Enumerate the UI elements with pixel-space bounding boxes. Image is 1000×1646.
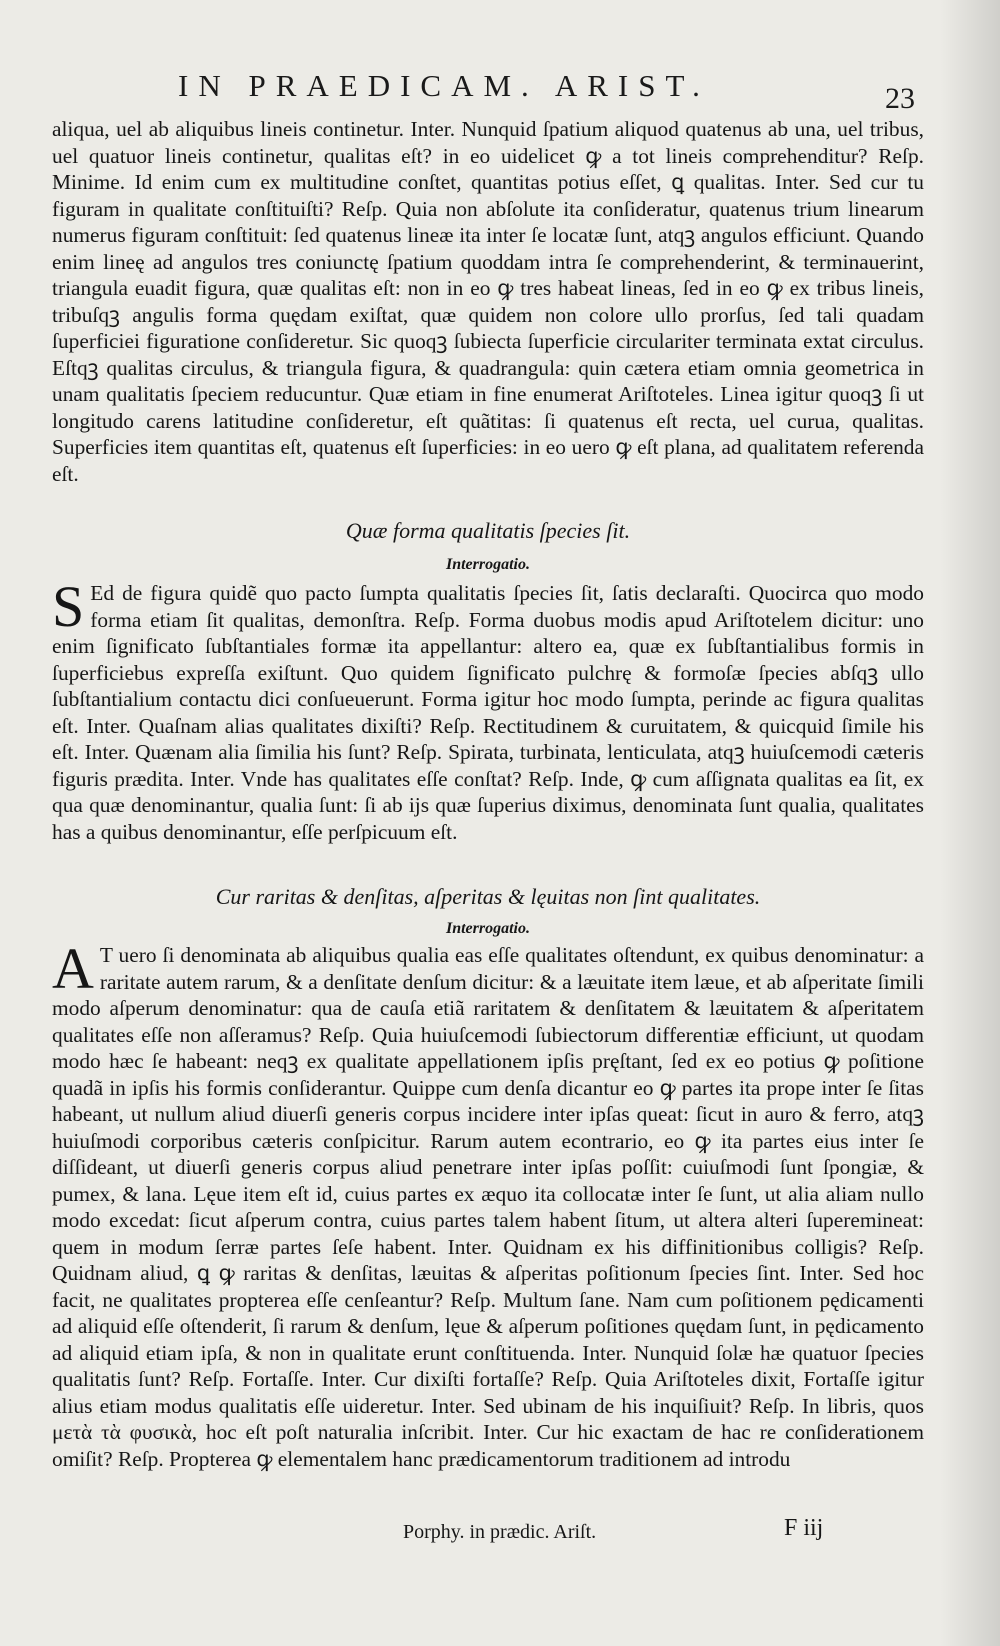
paragraph-text: T uero ſi denominata ab aliquibus qualia eas eſſe qualitates oſtendunt, ex quibus denominatur: a raritate autem rarum, & a denſitate denſum dicitur: & a læuitate item læue, et ab aſperitate ſimili modo aſperum denominatur: qua de cauſa etiã raritatem & denſitatem & læuitatem & aſperitatem qualitates eſſe non aſſeramus? Reſp. Quia huiuſcemodi ſubiectorum differentiæ efficiunt, ut quodam modo hæc ſe habeant: neqꝫ ex qualitate appellationem ipſis pręſtant, ſed ex eo potius ꝙ poſitione quadã in ipſis his formis conſiderantur. Quippe cum denſa dicantur eo ꝙ partes ita prope inter ſe ſitas habeant, ut nullum aliud diuerſi generis corpus incidere inter ipſas queat: ſicut in auro & ferro, atqꝫ huiuſmodi corporibus cæteris conſpicitur. Rarum autem econtrario, eo ꝙ ita partes eius inter ſe diſſideant, ut diuerſi generis corpus aliud penetrare inter ipſas poſſit: cuiuſmodi ſunt ſpongiæ, & pumex, & lana. Lęue item eſt id, cuius partes ex æquo ita collocatæ inter ſe ſunt, ut alia aliam nullo modo excedat: ſicut aſperum contra, cuius partes talem habent ſitum, ut altera alteri ſuperemineat: quem in modum ſerræ partes ſeſe habent. Inter. Quidnam ex his diffinitionibus colligis? Reſp. Quidnam aliud, ꝗ ꝙ raritas & denſitas, læuitas & aſperitas poſitionum ſpecies ſint. Inter. Sed hoc facit, ne qualitates propterea eſſe cenſeantur? Reſp. Multum ſane. Nam cum poſitionem pędicamenti ad aliquid eſſe oſtenderit, ſi rarum & denſum, lęue & aſperum poſitiones quędam ſunt, in pędicamento ad aliquid etiam ipſa, & non in qualitate erunt conſtituenda. Inter. Nunquid ſolæ hæ quatuor ſpecies qualitatis ſunt? Reſp. Fortaſſe. Inter. Cur dixiſti fortaſſe? Reſp. Quia Ariſtoteles dixit, Fortaſſe igitur alius etiam modus qualitatis eſſe uideretur. Inter. Sed ubinam de his inquiſiuit? Reſp. In libris, quos μετὰ τὰ φυσικὰ, hoc eſt poſt naturalia inſcribit. Inter. Cur hic exactam de hac re conſiderationem omiſit? Reſp. Propterea ꝙ elementalem hanc prædicamentorum traditionem ad introdu — [52, 943, 924, 1471]
text-block-forma — [52, 574, 924, 874]
paragraph — [52, 574, 924, 845]
section-heading-raritas: Cur raritas & denſitas, aſperitas & lęuitas non ſint qualitates. — [215, 884, 761, 909]
paragraph — [52, 936, 924, 1472]
section-heading-forma: Quæ forma qualitatis ſpecies ſit. — [345, 518, 631, 543]
text-block-raritas — [52, 936, 924, 1517]
section-subheading-raritas: Interrogatio. — [445, 920, 530, 937]
running-title: IN PRAEDICAM. ARIST. — [178, 68, 710, 103]
catchline: Porphy. in prædic. Ariſt. — [403, 1521, 597, 1543]
page-edge-shadow — [940, 0, 1000, 1646]
paragraph-text: Ed de figura quidẽ quo pacto ſumpta qualitatis ſpecies ſit, ſatis declaraſti. Quocirca quo modo forma etiam ſit qualitas, demonſtra. Reſp. Forma duobus modis apud Ariſtotelem dicitur: uno enim ſignificato ſubſtantiales formæ ita appellantur: altero ea, quæ ex ſubſtantialibus formis in ſuperficiebus expreſſa exiſtunt. Quo quidem ſignificato pulchrę & formoſæ ſpecies abſqꝫ ullo ſubſtantialium contactu dici conſueuerunt. Forma igitur hoc modo ſumpta, perinde ac figura qualitas eſt. Inter. Quaſnam alias qualitates dixiſti? Reſp. Rectitudinem & curuitatem, & quicquid ſimile his eſt. Inter. Quænam alia ſimilia his ſunt? Reſp. Spirata, turbinata, lenticulata, atqꝫ huiuſcemodi cæteris figuris prædita. Inter. Vnde has qualitates eſſe conſtat? Reſp. Inde, ꝙ cum aſſignata qualitas ea ſit, ex qua quæ denominantur, qualia ſunt: ſi ab ijs quæ ſuperius diximus, denominata ſunt qualia, qualitates has a quibus denominantur, eſſe perſpicuum eſt. — [52, 581, 924, 844]
signature-mark: F iij — [784, 1515, 824, 1541]
drop-cap: S — [52, 574, 85, 639]
page-number: 23 — [885, 82, 915, 115]
drop-cap: A — [52, 936, 94, 1001]
section-subheading-forma: Interrogatio. — [445, 556, 530, 573]
text-block-intro — [52, 116, 924, 514]
paragraph: aliqua, uel ab aliquibus lineis continetur. Inter. Nunquid ſpatium aliquod quatenus ab una, uel tribus, uel quatuor lineis continetur, qualitas eſt? in eo uidelicet ꝙ a tot lineis comprehenditur? Reſp. Minime. Id enim cum ex multitudine conſtet, quantitas potius eſſet, ꝗ qualitas. Inter. Sed cur tu figuram in qualitate conſtituiſti? Reſp. Quia non abſolute ita conſideratur, quatenus trium linearum numerus figuram conſtituit: ſed quatenus lineæ ita inter ſe locatæ ſunt, atqꝫ angulos efficiunt. Quando enim lineę ad angulos tres coniunctę ſpatium quoddam intra ſe comprehenderint, & terminauerint, triangula euadit figura, quæ qualitas eſt: non in eo ꝙ tres habeat lineas, ſed in eo ꝙ ex tribus lineis, tribuſqꝫ angulis forma quędam exiſtat, quæ quidem non colore ullo prorſus, ſed tali quadam ſuperficiei figuratione conſideretur. Sic quoqꝫ ſubiecta ſuperficie circulariter terminata extat circulus. Eſtqꝫ qualitas circulus, & triangula figura, & quadrangula: quin cætera etiam omnia geometrica in unam qualitatis ſpeciem reducuntur. Quæ etiam in fine enumerat Ariſtoteles. Linea igitur quoqꝫ ſi ut longitudo carens latitudine conſideretur, eſt quãtitas: ſi quatenus eſt recta, uel curua, qualitas. Superficies item quantitas eſt, quatenus eſt ſuperficies: in eo uero ꝙ eſt plana, ad qualitatem referenda eſt. — [52, 117, 924, 486]
